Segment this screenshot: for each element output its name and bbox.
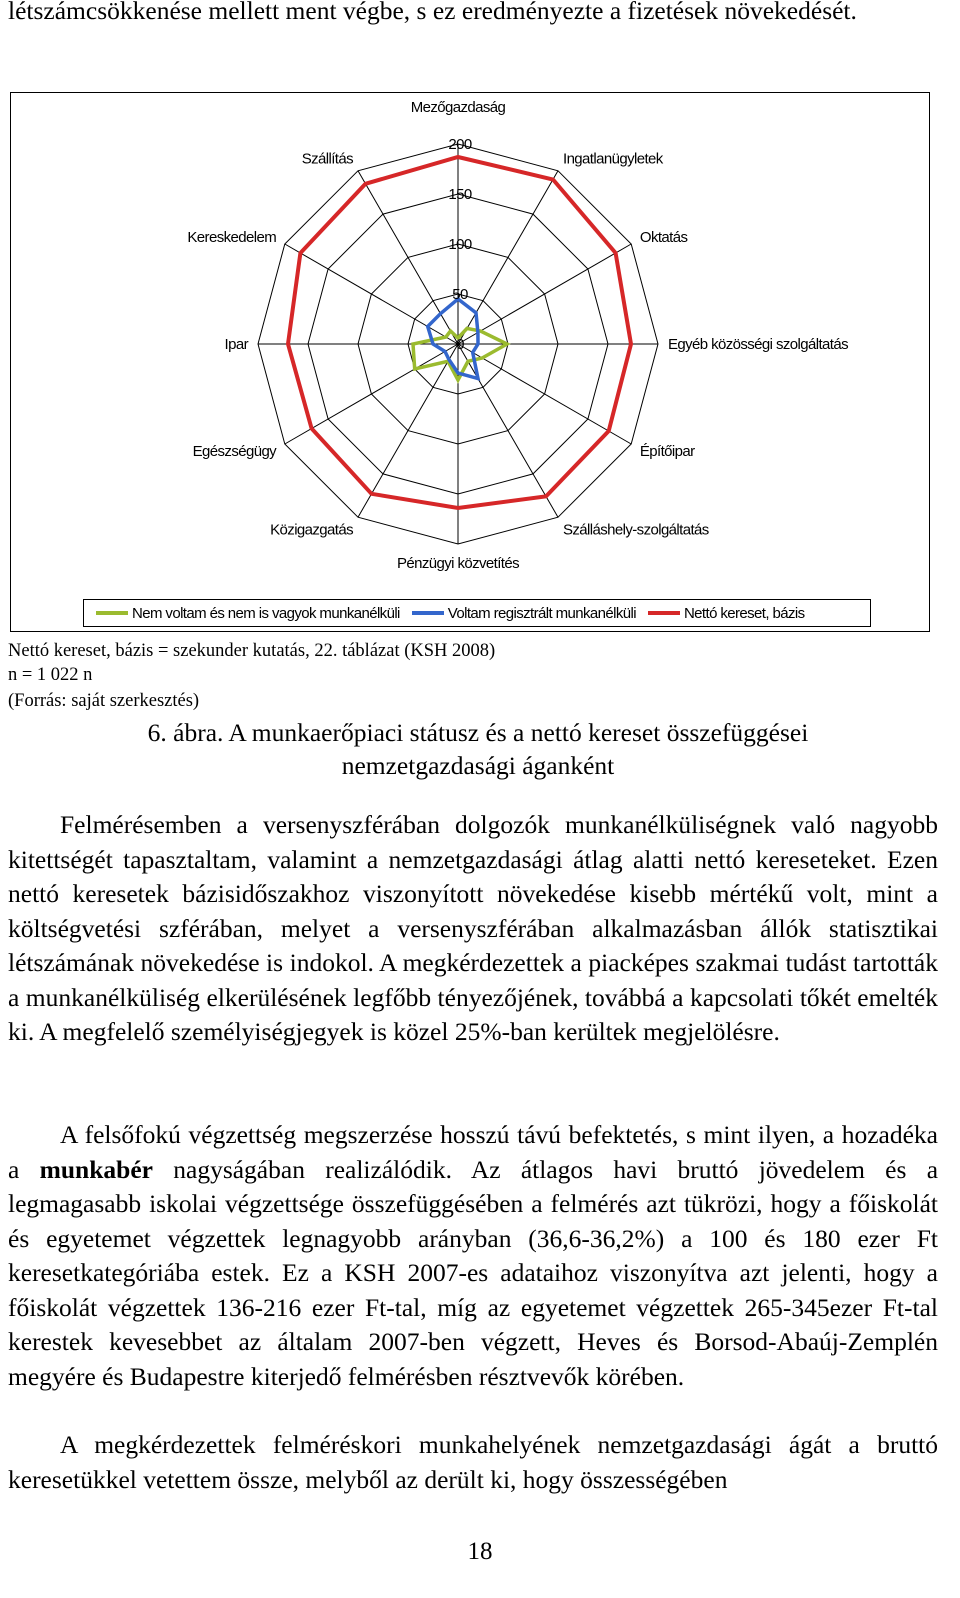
paragraph-2-text-b: nagyságában realizálódik. Az átlagos havi bruttó jövedelem és a legmagasabb iskolai végzettsége összefüggésében a felmérés azt tükrözi, hogy a főiskolát és egyetemet végzettek legnagyobb arányban (36,6-36,2%) a 100 és 180 ezer Ft keresetkategóriába estek. Ez a KSH 2007-es adataihoz viszonyítva azt jelenti, hogy a főiskolát végzettek 136-216 ezer Ft-tal, míg az egyetemet végzettek 265-345ezer Ft-tal kerestek kevesebbet az általam 2007-ben végzett, Heves és Borsod-Abaúj-Zemplén megyére és Budapestre kiterjedő felmérésben résztvevők körében.	[8, 1154, 939, 1391]
radar-category-label: Szállítás	[301, 150, 353, 168]
source-note-2: n = 1 022 n	[8, 665, 93, 685]
legend-label-red: Nettó kereset, bázis	[683, 604, 805, 622]
caption-number: 6. ábra.	[147, 718, 224, 747]
legend-label-blue: Voltam regisztrált munkanélküli	[447, 604, 636, 622]
radar-category-label: Pénzügyi közvetítés	[396, 555, 520, 572]
radar-spoke	[458, 344, 558, 517]
radar-category-label: Egyéb közösségi szolgáltatás	[668, 336, 848, 353]
body-paragraph-3: A megkérdezettek felméréskori munkahelyének nemzetgazdasági ágát a bruttó keresetükkel vetettem össze, melyből az derült ki, hogy összességében	[8, 1430, 938, 1494]
radar-chart	[11, 93, 929, 593]
body-paragraph-2	[8, 1118, 938, 1394]
source-note-3: (Forrás: saját szerkesztés)	[8, 691, 200, 711]
legend-swatch-red	[648, 611, 680, 615]
radar-spoke	[358, 171, 458, 344]
legend-item-red	[648, 605, 805, 622]
chart-legend	[83, 599, 871, 627]
radar-spoke	[458, 171, 558, 344]
radar-spoke	[358, 344, 458, 517]
radar-category-label: Szálláshely-szolgáltatás	[563, 521, 709, 539]
radar-category-label: Ipar	[224, 336, 248, 353]
radar-category-label: Közigazgatás	[270, 521, 353, 539]
radar-spoke	[458, 244, 631, 344]
figure-caption	[78, 716, 878, 782]
radar-tick-label: 200	[448, 136, 472, 153]
radar-chart-frame	[10, 92, 930, 632]
caption-line-2: nemzetgazdasági áganként	[341, 751, 615, 780]
legend-item-green	[96, 605, 400, 622]
legend-item-blue	[412, 605, 636, 622]
radar-category-label: Mezőgazdaság	[410, 99, 506, 116]
legend-swatch-blue	[412, 611, 444, 615]
radar-category-label: Oktatás	[639, 229, 688, 246]
radar-category-label: Ingatlanügyletek	[563, 150, 663, 168]
source-note-1: Nettó kereset, bázis = szekunder kutatás, 22. táblázat (KSH 2008)	[8, 641, 496, 661]
radar-spoke	[285, 244, 458, 344]
intro-paragraph: létszámcsökkenése mellett ment végbe, s ez eredményezte a fizetések növekedését.	[8, 0, 857, 25]
paragraph-2-bold-term: munkabér	[39, 1154, 153, 1184]
radar-tick-label: 100	[448, 236, 472, 253]
legend-swatch-green	[96, 611, 128, 615]
legend-label-green: Nem voltam és nem is vagyok munkanélküli	[132, 604, 400, 622]
paragraph-2-text-a: A felsőfokú végzettség megszerzése hosszú távú befektetés, s mint ilyen, a hozadéka a	[8, 1120, 938, 1184]
radar-tick-label: 0	[456, 336, 464, 353]
radar-tick-label: 50	[452, 286, 468, 303]
radar-category-label: Egészségügy	[192, 443, 277, 460]
radar-series-3	[288, 157, 631, 508]
radar-tick-label: 150	[448, 186, 472, 203]
page-number: 18	[467, 1538, 493, 1565]
radar-category-label: Kereskedelem	[187, 229, 277, 246]
radar-category-label: Építőipar	[639, 443, 695, 460]
body-paragraph-1: Felmérésemben a versenyszférában dolgozók munkanélküliségnek való nagyobb kitettségét tapasztaltam, valamint a nemzetgazdasági átlag alatti nettó kereseteket. Ezen nettó keresetek bázisidőszakhoz viszonyított növekedése kisebb mértékű volt, mint a költségvetési szférában, melyet a versenyszférában alkalmazásban állók statisztikai létszámának növekedése is indokol. A megkérdezettek a piacképes szakmai tudást tartották a munkanélküliség elkerülésének legfőbb tényezőjének, továbbá a kapcsolati tőkét emelték ki. A megfelelő személyiségjegyek is közel 25%-ban kerültek megjelölésre.	[8, 810, 938, 1046]
caption-line-1: A munkaerőpiaci státusz és a nettó kereset összefüggései	[228, 718, 809, 747]
